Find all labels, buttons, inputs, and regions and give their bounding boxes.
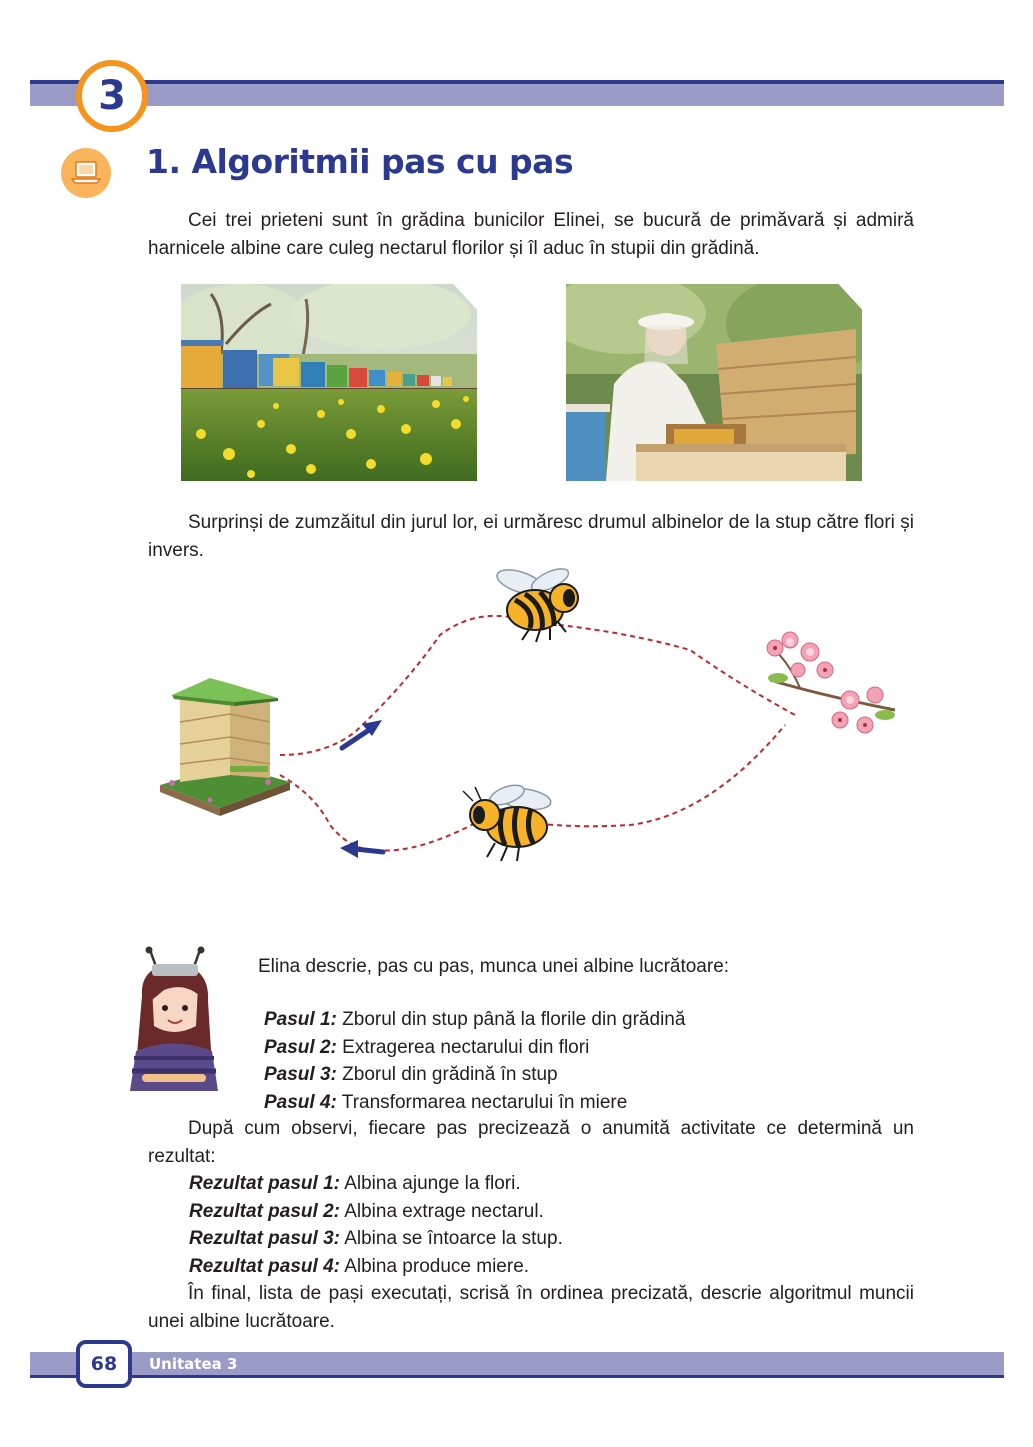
list-item xyxy=(264,1061,685,1089)
list-item xyxy=(264,1089,685,1117)
bees-path-paragraph: Surprinși de zumzăitul din jurul lor, ei urmăresc drumul albinelor de la stup către flori și invers. xyxy=(148,512,914,561)
result-text: Albina ajunge la flori. xyxy=(339,1173,521,1194)
bee-icon xyxy=(494,564,578,642)
intro-paragraph: Cei trei prieteni sunt în grădina bunicilor Elinei, se bucură de primăvară și admiră harnicele albine care culeg nectarul florilor și îl aduc în stupii din grădină. xyxy=(148,210,914,259)
list-item xyxy=(189,1170,563,1198)
step-text: Transformarea nectarului în miere xyxy=(336,1091,628,1113)
elina-character-icon xyxy=(128,946,220,1091)
observation-paragraph: După cum observi, fiecare pas precizează o anumită activitate ce determină un rezultat: xyxy=(148,1118,914,1167)
step-text: Zborul din stup până la florile din grădină xyxy=(336,1009,686,1030)
result-label: Rezultat pasul 2: xyxy=(189,1200,340,1222)
beehives-photo xyxy=(181,284,477,481)
unit-label: Unitatea 3 xyxy=(149,1355,238,1373)
blossom-branch-icon xyxy=(767,632,895,733)
list-item xyxy=(189,1198,563,1226)
step-label: Pasul 1: xyxy=(264,1009,337,1030)
conclusion-paragraph: În final, lista de pași executați, scrisă în ordinea precizată, descrie algoritmul muncii unei albine lucrătoare. xyxy=(148,1283,914,1332)
list-item xyxy=(189,1225,563,1253)
laptop-icon xyxy=(61,148,111,198)
result-label: Rezultat pasul 1: xyxy=(189,1173,340,1194)
result-text: Albina se întoarce la stup. xyxy=(339,1228,563,1249)
results-list xyxy=(189,1170,563,1280)
beehive-icon xyxy=(160,678,290,816)
elina-intro: Elina descrie, pas cu pas, munca unei albine lucrătoare: xyxy=(258,956,730,977)
beekeeper-photo xyxy=(566,284,862,481)
result-label: Rezultat pasul 3: xyxy=(189,1228,340,1249)
list-item xyxy=(264,1034,685,1062)
unit-number-badge xyxy=(76,60,148,132)
result-label: Rezultat pasul 4: xyxy=(189,1255,340,1277)
page-number: 68 xyxy=(76,1340,132,1388)
step-text: Zborul din grădină în stup xyxy=(336,1064,558,1085)
unit-number: 3 xyxy=(98,73,126,119)
arrow-left-icon xyxy=(340,840,383,858)
header-band xyxy=(30,80,1004,106)
step-text: Extragerea nectarului din flori xyxy=(336,1036,590,1058)
result-text: Albina produce miere. xyxy=(339,1255,530,1277)
result-text: Albina extrage nectarul. xyxy=(339,1200,544,1222)
list-item xyxy=(264,1006,685,1034)
step-label: Pasul 2: xyxy=(264,1036,337,1058)
steps-list xyxy=(264,1006,685,1116)
list-item xyxy=(189,1253,563,1281)
step-label: Pasul 4: xyxy=(264,1091,337,1113)
bee-flight-diagram xyxy=(150,560,930,880)
bee-icon xyxy=(463,781,552,861)
lesson-title: 1. Algoritmii pas cu pas xyxy=(146,142,574,181)
step-label: Pasul 3: xyxy=(264,1064,337,1085)
